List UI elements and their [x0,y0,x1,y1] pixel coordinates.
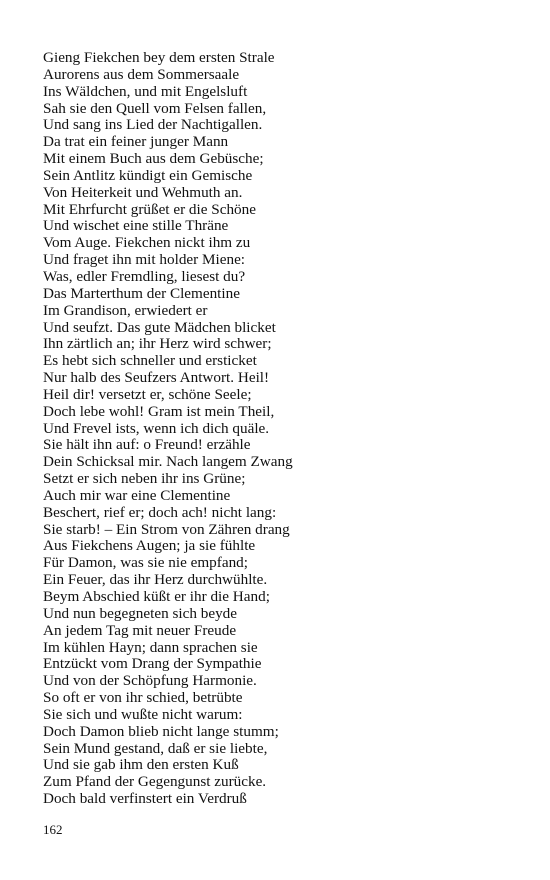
poem-line: Ein Feuer, das ihr Herz durchwühlte. [43,571,268,589]
poem-line: Aurorens aus dem Sommersaale [43,65,240,83]
poem-line: Entzückt vom Drang der Sympathie [43,655,262,673]
poem-line: Da trat ein feiner junger Mann [43,133,229,151]
poem-line: Es hebt sich schneller und ersticket [43,352,257,370]
poem-line: An jedem Tag mit neuer Freude [43,621,237,639]
poem-line: Setzt er sich neben ihr ins Grüne; [43,470,246,488]
page-number: 162 [43,822,63,837]
poem-line: Ins Wäldchen, und mit Engelsluft [43,82,248,100]
poem-line: Sie hält ihn auf: o Freund! erzähle [43,436,251,454]
poem-line: Von Heiterkeit und Wehmuth an. [43,183,243,201]
poem-line: Im kühlen Hayn; dann sprachen sie [43,638,258,656]
poem-line: Auch mir war eine Clementine [43,486,231,504]
poem-line: Sie starb! – Ein Strom von Zähren drang [43,520,290,538]
poem-line: Sie sich und wußte nicht warum: [43,705,243,723]
poem-line: Doch Damon blieb nicht lange stumm; [43,722,279,740]
poem-line: Aus Fiekchens Augen; ja sie fühlte [43,537,256,555]
poem-line: Gieng Fiekchen bey dem ersten Strale [43,49,275,66]
poem-line: Mit einem Buch aus dem Gebüsche; [43,150,264,168]
poem-line: Und wischet eine stille Thräne [43,217,229,235]
poem-text [43,50,523,808]
poem-line: Für Damon, was sie nie empfand; [43,554,248,572]
poem-line: Doch lebe wohl! Gram ist mein Theil, [43,402,275,420]
poem-line: Und seufzt. Das gute Mädchen blicket [43,318,276,336]
poem-line: Beschert, rief er; doch ach! nicht lang: [43,503,277,521]
poem-line: Vom Auge. Fiekchen nickt ihm zu [43,234,251,252]
poem-line: Sah sie den Quell vom Felsen fallen, [43,99,267,117]
poem-line: Und sang ins Lied der Nachtigallen. [43,116,263,134]
poem-line: Sein Antlitz kündigt ein Gemische [43,166,253,184]
poem-line: Zum Pfand der Gegengunst zurücke. [43,773,267,791]
poem-line: Das Marterthum der Clementine [43,284,240,302]
poem-line: Dein Schicksal mir. Nach langem Zwang [43,453,293,471]
poem-line: Ihn zärtlich an; ihr Herz wird schwer; [43,335,272,353]
poem-line: Doch bald verfinstert ein Verdruß [43,790,247,808]
poem-line: Und von der Schöpfung Harmonie. [43,672,257,690]
poem-line: Nur halb des Seufzers Antwort. Heil! [43,369,270,387]
poem-line: Und nun begegneten sich beyde [43,604,238,622]
poem-line: Und sie gab ihm den ersten Kuß [43,756,239,774]
poem-line: Und fraget ihn mit holder Miene: [43,251,246,269]
poem-line: So oft er von ihr schied, betrübte [43,689,243,707]
poem-line: Im Grandison, erwiedert er [43,301,208,319]
poem-line: Heil dir! versetzt er, schöne Seele; [43,385,252,403]
poem-line: Was, edler Fremdling, liesest du? [43,267,246,285]
poem-line: Und Frevel ists, wenn ich dich quäle. [43,419,270,437]
poem-line: Mit Ehrfurcht grüßet er die Schöne [43,200,256,218]
poem-line: Sein Mund gestand, daß er sie liebte, [43,739,268,757]
poem-line: Beym Abschied küßt er ihr die Hand; [43,588,270,605]
